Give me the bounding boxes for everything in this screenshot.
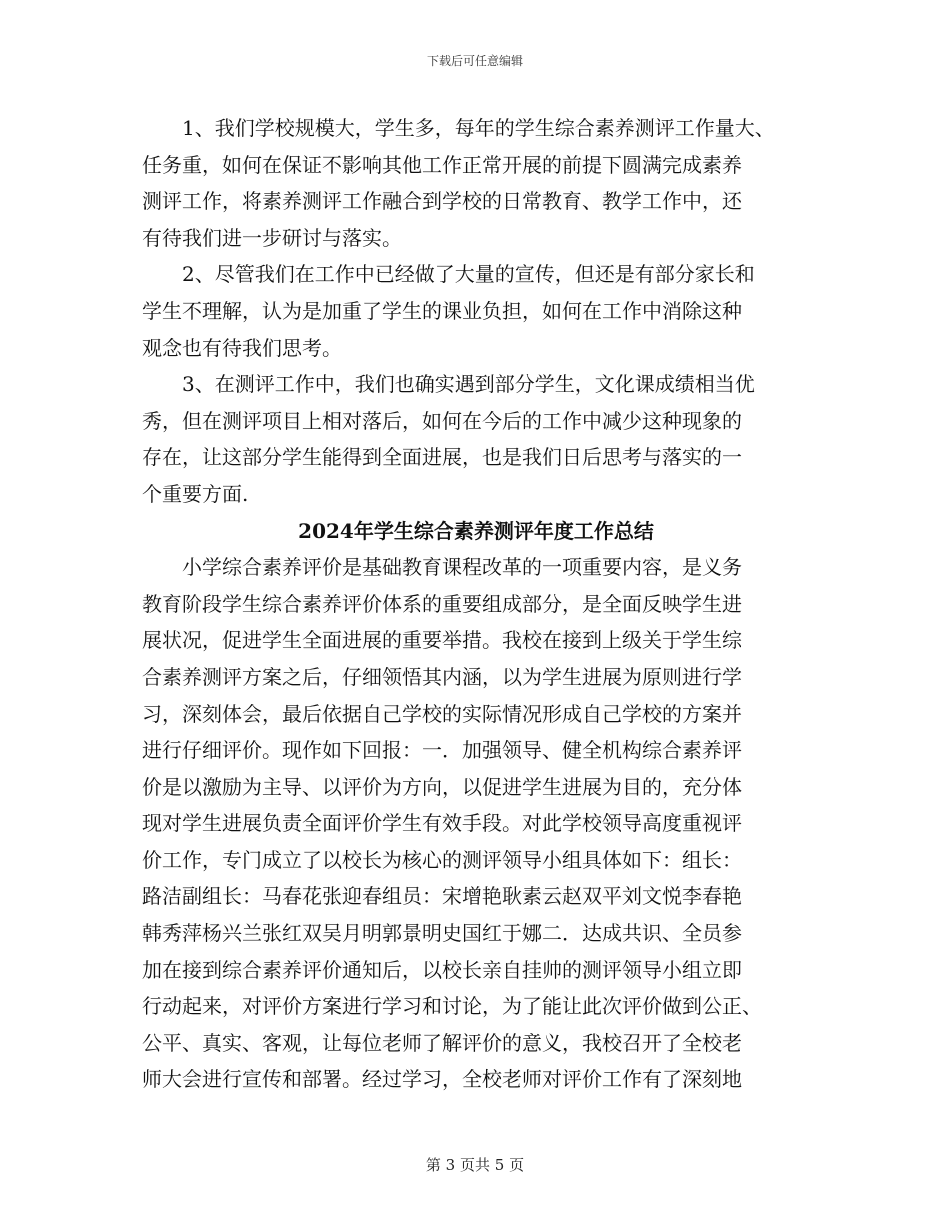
paragraph-1-line: 有待我们进一步研讨与落实。 [142,225,402,250]
paragraph-1-line: 任务重，如何在保证不影响其他工作正常开展的前提下圆满完成素养 [142,152,742,177]
page-number: 第 3 页共 5 页 [425,1156,525,1174]
paragraph-3-line: 秀，但在测评项目上相对落后，如何在今后的工作中减少这种现象的 [142,408,742,433]
paragraph-2-line: 观念也有待我们思考。 [142,335,342,360]
paragraph-4-line: 进行仔细评价。现作如下回报：一．加强领导、健全机构综合素养评 [142,738,742,763]
paragraph-4-line: 合素养测评方案之后，仔细领悟其内涵，以为学生进展为原则进行学 [142,664,742,689]
paragraph-4-line: 行动起来，对评价方案进行学习和讨论，为了能让此次评价做到公正、 [142,994,762,1019]
paragraph-3-line: 个重要方面. [142,481,249,506]
paragraph-4-line: 价是以激励为主导、以评价为方向，以促进学生进展为目的，充分体 [142,774,742,799]
paragraph-2-line: 学生不理解，认为是加重了学生的课业负担，如何在工作中消除这种 [142,298,742,323]
paragraph-2-line: 2、尽管我们在工作中已经做了大量的宣传，但还是有部分家长和 [182,262,755,287]
paragraph-4-line: 展状况，促进学生全面进展的重要举措。我校在接到上级关于学生综 [142,628,742,653]
paragraph-4-line: 小学综合素养评价是基础教育课程改革的一项重要内容，是义务 [182,555,742,580]
paragraph-4-line: 韩秀萍杨兴兰张红双吴月明郭景明史国红于娜二．达成共识、全员参 [142,921,742,946]
paragraph-4-line: 价工作，专门成立了以校长为核心的测评领导小组具体如下：组长： [142,847,742,872]
section-title: 2024年学生综合素养测评年度工作总结 [298,518,654,543]
page-header: 下载后可任意编辑 [426,54,523,68]
paragraph-3-line: 3、在测评工作中，我们也确实遇到部分学生，文化课成绩相当优 [182,372,755,397]
paragraph-3-line: 存在，让这部分学生能得到全面进展，也是我们日后思考与落实的一 [142,445,742,470]
paragraph-1-line: 1、我们学校规模大，学生多，每年的学生综合素养测评工作量大、 [182,116,775,140]
paragraph-4-line: 习，深刻体会，最后依据自己学校的实际情况形成自己学校的方案并 [142,701,742,726]
paragraph-4-line: 公平、真实、客观，让每位老师了解评价的意义，我校召开了全校老 [142,1030,742,1055]
paragraph-4-line: 路洁副组长：马春花张迎春组员：宋增艳耿素云赵双平刘文悦李春艳 [142,884,742,909]
document-body [142,110,810,1098]
paragraph-4-line: 师大会进行宣传和部署。经过学习，全校老师对评价工作有了深刻地 [142,1067,742,1092]
paragraph-1-line: 测评工作，将素养测评工作融合到学校的日常教育、教学工作中，还 [142,189,742,214]
paragraph-4-line: 教育阶段学生综合素养评价体系的重要组成部分，是全面反映学生进 [142,591,742,616]
paragraph-4-line: 现对学生进展负责全面评价学生有效手段。对此学校领导高度重视评 [142,811,742,836]
paragraph-4-line: 加在接到综合素养评价通知后，以校长亲自挂帅的测评领导小组立即 [142,957,742,982]
